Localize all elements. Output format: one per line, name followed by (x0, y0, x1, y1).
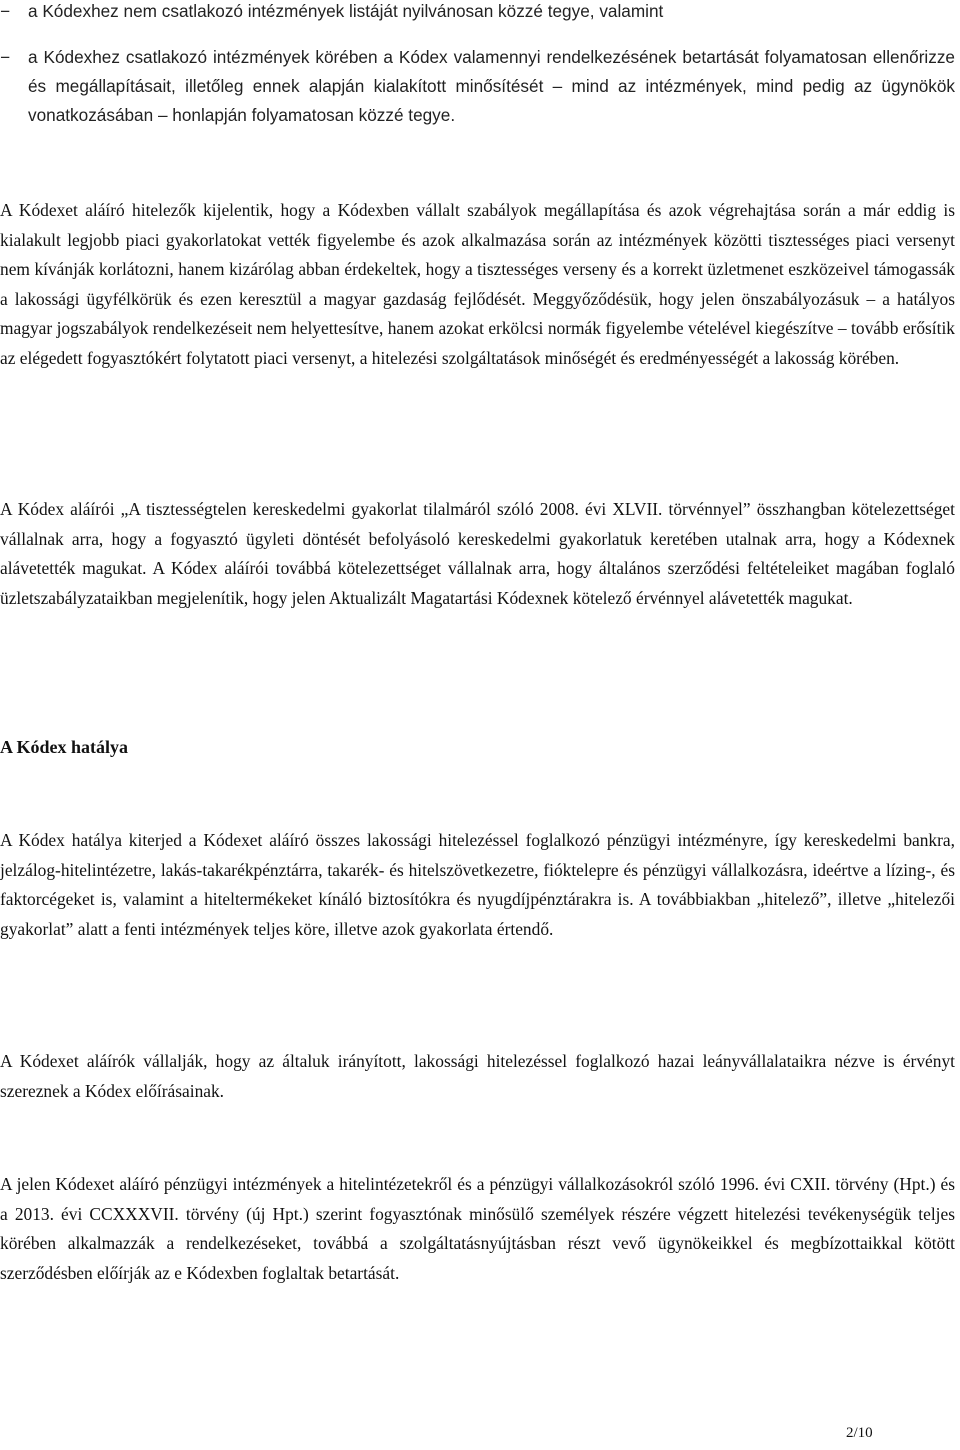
list-item-text: a Kódexhez nem csatlakozó intézmények listáját nyilvánosan közzé tegye, valamint (28, 1, 664, 21)
list-item-1 (0, 0, 955, 26)
paragraph-text: A Kódexet aláíró hitelezők kijelentik, hogy a Kódexben vállalt szabályok megállapítása és azok végrehajtása során a már eddig is kialakult legjobb piaci gyakorlatokat vették figyelembe és azok alkalmazása során az intézmények közötti tisztességes piaci versenyt nem kívánják korlátozni, hanem kizárólag abban érdekeltek, hogy a tisztességes verseny és a korrekt üzletmenet eszközeivel támogassák a lakossági ügyfélkörük és ezen keresztül a magyar gazdaság fejlődését. Meggyőződésük, hogy jelen önszabályozásuk – a hatályos magyar jogszabályok rendelkezéseit nem helyettesítve, hanem azokat erkölcsi normák figyelembe vételével kiegészítve – tovább erősítik az elégedett fogyasztókért folytatott piaci versenyt, a hitelezési szolgáltatások minőségét és eredményességét a lakosság körében. (0, 200, 955, 368)
paragraph-text: A Kódexet aláírók vállalják, hogy az általuk irányított, lakossági hitelezéssel foglalkozó hazai leányvállalataikra nézve is érvényt szereznek a Kódex előírásainak. (0, 1051, 955, 1101)
paragraph-application (0, 1170, 955, 1288)
paragraph-text: A Kódex aláírói „A tisztességtelen kereskedelmi gyakorlat tilalmáról szóló 2008. évi XLVII. törvénnyel” összhangban kötelezettséget vállalnak arra, hogy a fogyasztó ügyleti döntését befolyásoló kereskedelmi gyakorlatuk keretében utalnak arra, hogy a Kódexnek alávetették magukat. A Kódex aláírói továbbá kötelezettséget vállalnak arra, hogy általános szerződési feltételeiket magában foglaló üzletszabályzataikban megjelenítik, hogy jelen Aktualizált Magatartási Kódexnek kötelező érvénnyel alávetették magukat. (0, 499, 955, 608)
paragraph-text: A Kódex hatálya kiterjed a Kódexet aláíró összes lakossági hitelezéssel foglalkozó pénzügyi intézményre, így kereskedelmi bankra, jelzálog-hitelintézetre, lakás-takarékpénztárra, takarék- és hitelszövetkezetre, fióktelepre és pénzügyi vállalkozásra, ideértve a lízing-, és faktorcégeket is, valamint a hiteltermékeket kínáló biztosítókra és nyugdíjpénztárakra is. A továbbiakban „hitelező”, illetve „hitelezői gyakorlat” alatt a fenti intézmények teljes köre, illetve azok gyakorlata értendő. (0, 830, 955, 939)
dash-bullet: − (0, 1, 11, 21)
bullet-list-item (0, 43, 955, 131)
paragraph-scope (0, 826, 955, 944)
dash-bullet: − (0, 47, 11, 67)
list-item-2 (0, 43, 955, 131)
paragraph-signatories-declaration (0, 196, 955, 374)
paragraph-subsidiaries (0, 1047, 955, 1106)
page-number: 2/10 (846, 1425, 873, 1441)
paragraph-commercial-practice (0, 495, 955, 613)
section-heading: A Kódex hatálya (0, 737, 129, 757)
list-item-text: a Kódexhez csatlakozó intézmények körében a Kódex valamennyi rendelkezésének betartását folyamatosan ellenőrizze és megállapításait, illetőleg ennek alapján kialakított minősítését – mind az intézmények, mind pedig az ügynökök vonatkozásában – honlapján folyamatosan közzé tegye. (28, 47, 955, 126)
bullet-list-item (0, 0, 955, 26)
paragraph-text: A jelen Kódexet aláíró pénzügyi intézmények a hitelintézetekről és a pénzügyi vállalkozásokról szóló 1996. évi CXII. törvény (Hpt.) és a 2013. évi CCXXXVII. törvény (új Hpt.) szerint fogyasztónak minősülő személyek részére végzett hitelezési tevékenységük teljes körében alkalmazzák a rendelkezéseket, továbbá a szolgáltatásnyújtásban részt vevő ügynökeikkel és megbízottaikkal kötött szerződésben előírják az e Kódexben foglaltak betartását. (0, 1174, 955, 1283)
